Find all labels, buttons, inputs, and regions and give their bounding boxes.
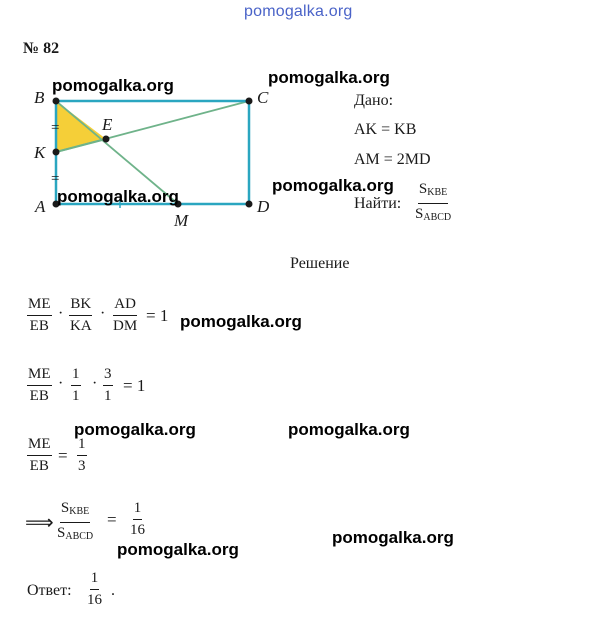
watermark-top: pomogalka.org bbox=[244, 3, 353, 20]
tick-kb: = bbox=[51, 120, 60, 136]
given-label: Дано: bbox=[354, 92, 394, 109]
problem-number: № 82 bbox=[23, 40, 60, 57]
given-line-2: AM = 2MD bbox=[354, 151, 431, 168]
given-line-1: AK = KB bbox=[354, 121, 417, 138]
label-c: C bbox=[257, 88, 269, 107]
solution-heading: Решение bbox=[290, 255, 350, 272]
label-k: K bbox=[34, 143, 46, 162]
watermark: pomogalka.org bbox=[180, 312, 302, 331]
triangle-kbe bbox=[56, 101, 106, 152]
tick-ak: = bbox=[51, 171, 60, 187]
find-label: Найти: bbox=[354, 195, 402, 212]
watermark: pomogalka.org bbox=[74, 420, 196, 439]
watermark: pomogalka.org bbox=[288, 420, 410, 439]
label-d: D bbox=[257, 197, 270, 216]
point-e bbox=[103, 136, 110, 143]
watermark: pomogalka.org bbox=[52, 76, 174, 95]
watermark: pomogalka.org bbox=[268, 68, 390, 87]
watermark: pomogalka.org bbox=[57, 187, 179, 206]
label-a: A bbox=[35, 197, 46, 216]
label-e: E bbox=[102, 115, 113, 134]
point-d bbox=[246, 201, 253, 208]
watermark: pomogalka.org bbox=[332, 528, 454, 547]
point-b bbox=[53, 98, 60, 105]
label-b: B bbox=[34, 88, 45, 107]
label-m: M bbox=[174, 211, 189, 230]
watermark: pomogalka.org bbox=[117, 540, 239, 559]
watermark: pomogalka.org bbox=[272, 176, 394, 195]
point-k bbox=[53, 149, 60, 156]
find-fraction: $S_{KBE}$ $S_{ABCD}$ bbox=[415, 181, 452, 223]
point-c bbox=[246, 98, 253, 105]
